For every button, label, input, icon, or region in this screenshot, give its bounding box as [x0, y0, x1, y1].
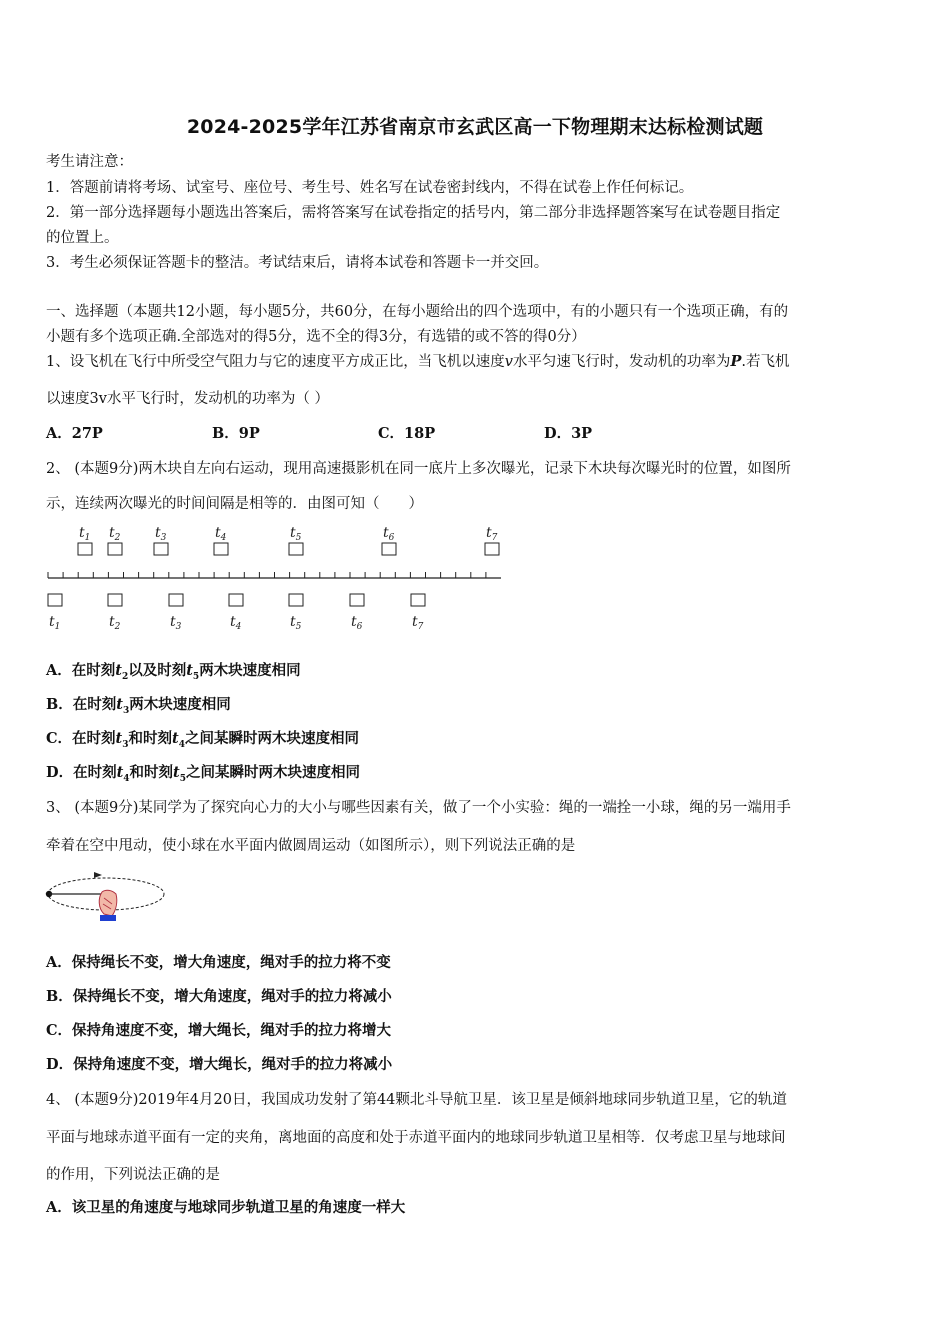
- exposure-figure: [40, 522, 510, 634]
- top-block: [108, 543, 122, 555]
- notice-item: 1．答题前请将考场、试室号、座位号、考生号、姓名写在试卷密封线内，不得在试卷上作任何标记。: [46, 180, 694, 196]
- top-time-label: $t_5$: [290, 525, 302, 543]
- notice-item: 的位置上。: [46, 230, 119, 246]
- question-3-text: 3、 (本题9分)某同学为了探究向心力的大小与哪些因素有关，做了一个小实验：绳的一端拴一小球，绳的另一端用手: [46, 800, 791, 816]
- top-block: [485, 543, 499, 555]
- top-time-label: $t_3$: [155, 525, 167, 543]
- bottom-block: [229, 594, 243, 606]
- option-d[interactable]: D．3P: [544, 425, 593, 442]
- question-2-option[interactable]: D．在时刻$t_4$和时刻$t_5$之间某瞬时两木块速度相同: [46, 764, 361, 784]
- option-b[interactable]: B．9P: [212, 425, 260, 442]
- notice-heading: 考生请注意：: [46, 154, 133, 170]
- notice-item: 3．考生必须保证答题卡的整洁。考试结束后，请将本试卷和答题卡一并交回。: [46, 255, 549, 271]
- top-block: [289, 543, 303, 555]
- option-c[interactable]: C．18P: [378, 425, 436, 442]
- bottom-time-label: $t_6$: [351, 614, 363, 632]
- question-1-text: 1、设飞机在飞行中所受空气阻力与它的速度平方成正比，当飞机以速度v水平匀速飞行时，发动机的功率为P.若飞机: [46, 353, 790, 370]
- question-2-option[interactable]: B．在时刻$t_3$两木块速度相同: [46, 696, 231, 716]
- bottom-block: [48, 594, 62, 606]
- bottom-time-label: $t_2$: [109, 614, 121, 632]
- page-title: 2024-2025学年江苏省南京市玄武区高一下物理期末达标检测试题: [186, 116, 764, 138]
- top-time-label: $t_2$: [109, 525, 121, 543]
- question-4-option[interactable]: A．该卫星的角速度与地球同步轨道卫星的角速度一样大: [46, 1199, 406, 1216]
- arrow-icon: [94, 872, 102, 878]
- bottom-block: [289, 594, 303, 606]
- section-header: 一、选择题（本题共12小题，每小题5分，共60分，在每小题给出的四个选项中，有的小题只有一个选项正确，有的: [46, 304, 789, 320]
- top-time-label: $t_6$: [383, 525, 395, 543]
- question-4-text: 平面与地球赤道平面有一定的夹角，离地面的高度和处于赤道平面内的地球同步轨道卫星相等．仅考虑卫星与地球间: [46, 1130, 786, 1146]
- top-block: [214, 543, 228, 555]
- top-block: [78, 543, 92, 555]
- bottom-time-label: $t_4$: [230, 614, 242, 632]
- bottom-time-label: $t_7$: [412, 614, 424, 632]
- top-time-label: $t_4$: [215, 525, 227, 543]
- question-4-text: 的作用，下列说法正确的是: [46, 1167, 220, 1183]
- bottom-time-label: $t_3$: [170, 614, 182, 632]
- top-time-label: $t_1$: [79, 525, 91, 543]
- bottom-block: [169, 594, 183, 606]
- bottom-block: [411, 594, 425, 606]
- hand-icon: [99, 890, 117, 921]
- question-3-option[interactable]: B．保持绳长不变，增大角速度，绳对手的拉力将减小: [46, 988, 392, 1005]
- question-1-text: 以速度3v水平飞行时，发动机的功率为（ ）: [46, 391, 330, 407]
- question-1-options: [46, 424, 906, 444]
- question-3-text: 牵着在空中甩动，使小球在水平面内做圆周运动（如图所示），则下列说法正确的是: [46, 838, 576, 854]
- top-time-label: $t_7$: [486, 525, 498, 543]
- question-2-text: 示，连续两次曝光的时间间隔是相等的．由图可知（ ）: [46, 496, 423, 512]
- bottom-time-label: $t_1$: [49, 614, 61, 632]
- question-3-option[interactable]: C．保持角速度不变，增大绳长，绳对手的拉力将增大: [46, 1022, 392, 1039]
- top-block: [382, 543, 396, 555]
- notice-item: 2．第一部分选择题每小题选出答案后，需将答案写在试卷指定的括号内，第二部分非选择题答案写在试卷题目指定: [46, 205, 781, 221]
- bottom-time-label: $t_5$: [290, 614, 302, 632]
- circular-motion-figure: [40, 864, 172, 930]
- section-header: 小题有多个选项正确.全部选对的得5分，选不全的得3分，有选错的或不答的得0分）: [46, 329, 586, 345]
- bottom-block: [108, 594, 122, 606]
- question-3-option[interactable]: D．保持角速度不变，增大绳长，绳对手的拉力将减小: [46, 1056, 393, 1073]
- question-4-text: 4、 (本题9分)2019年4月20日，我国成功发射了第44颗北斗导航卫星．该卫星是倾斜地球同步轨道卫星，它的轨道: [46, 1092, 787, 1108]
- option-a[interactable]: A．27P: [46, 425, 103, 442]
- question-3-option[interactable]: A．保持绳长不变，增大角速度，绳对手的拉力将不变: [46, 954, 391, 971]
- top-block: [154, 543, 168, 555]
- bottom-block: [350, 594, 364, 606]
- question-2-option[interactable]: C．在时刻$t_3$和时刻$t_4$之间某瞬时两木块速度相同: [46, 730, 359, 750]
- question-2-text: 2、 (本题9分)两木块自左向右运动，现用高速摄影机在同一底片上多次曝光，记录下木块每次曝光时的位置，如图所: [46, 461, 791, 477]
- question-2-option[interactable]: A．在时刻$t_2$以及时刻$t_5$两木块速度相同: [46, 662, 301, 682]
